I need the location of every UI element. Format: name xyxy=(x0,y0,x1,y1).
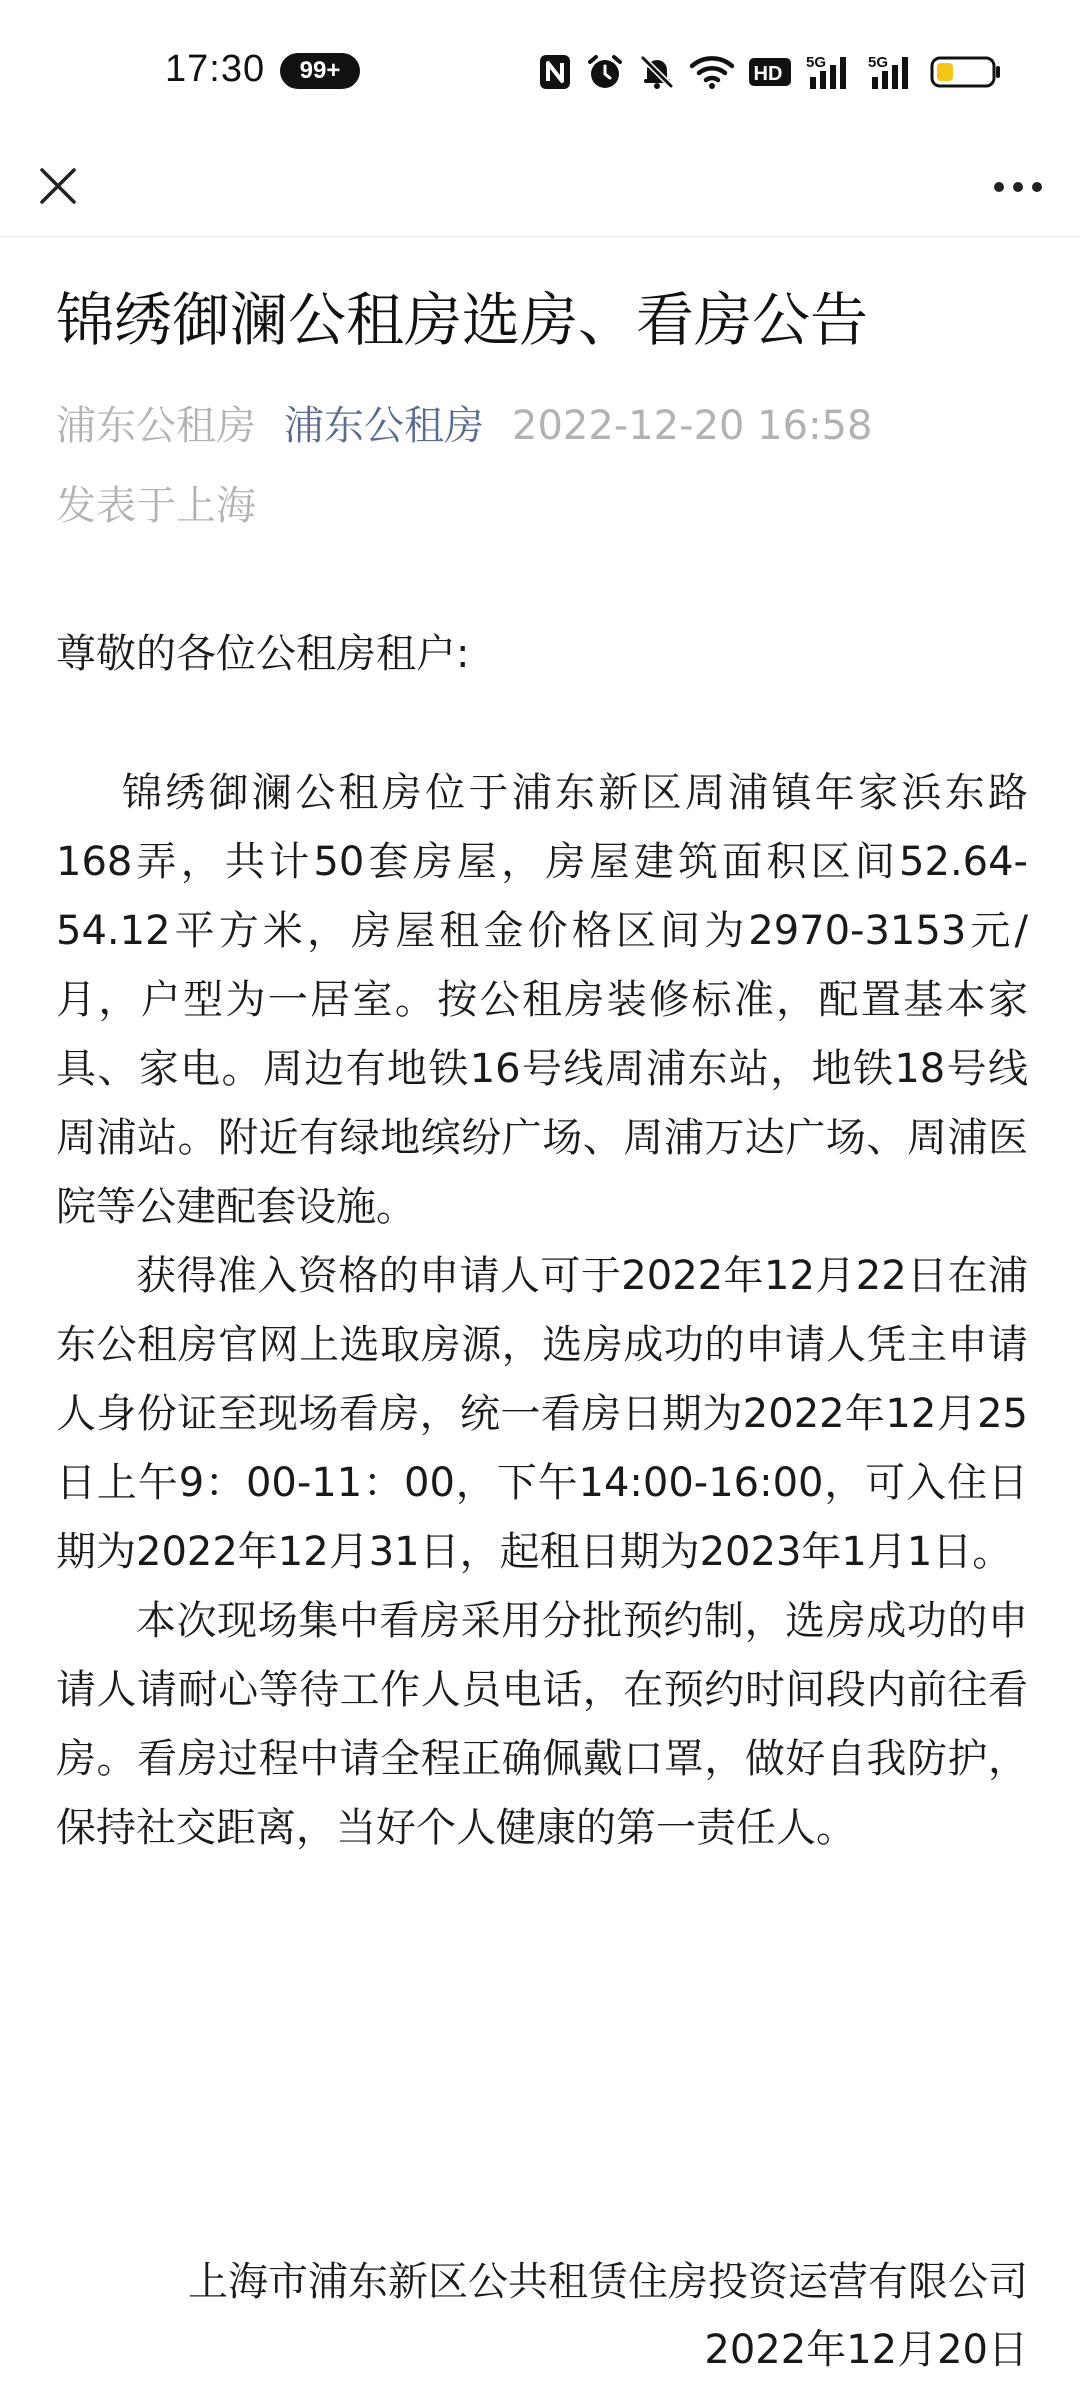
notification-count-badge: 99+ xyxy=(280,53,360,89)
signature-date: 2022年12月20日 xyxy=(704,2327,1028,2373)
cellular-signal-1-icon xyxy=(806,53,854,91)
paragraph-1: 锦绣御澜公租房位于浦东新区周浦镇年家浜东路168弄，共计50套房屋，房屋建筑面积区间52.64-54.12平方米，房屋租金价格区间为2970-3153元/月，户型为一居室。按公租房装修标准，配置基本家具、家电。周边有地铁16号线周浦东站，地铁18号线周浦站。附近有绿地缤纷广场、周浦万达广场、周浦医院等公建配套设施。 xyxy=(56,770,1028,1230)
close-button[interactable] xyxy=(30,160,86,216)
article-meta xyxy=(56,398,1028,454)
paragraph-3: 本次现场集中看房采用分批预约制，选房成功的申请人请耐心等待工作人员电话，在预约时间段内前往看房。看房过程中请全程正确佩戴口罩，做好自我防护，保持社交距离，当好个人健康的第一责任人。 xyxy=(56,1598,1028,1851)
signature-org: 上海市浦东新区公共租赁住房投资运营有限公司 xyxy=(188,2259,1028,2305)
article xyxy=(56,280,1028,1863)
account-link[interactable]: 浦东公租房 xyxy=(284,403,484,449)
signature xyxy=(188,2248,1028,2384)
wifi-icon xyxy=(690,54,734,90)
account-name: 浦东公租房 xyxy=(56,403,256,449)
close-icon xyxy=(38,166,78,210)
battery-icon xyxy=(930,54,1002,90)
more-icon xyxy=(992,179,1044,198)
more-options-button[interactable] xyxy=(986,160,1050,216)
alarm-icon xyxy=(586,53,624,91)
signal-1-label: 5G xyxy=(806,54,827,71)
paragraph-2: 获得准入资格的申请人可于2022年12月22日在浦东公租房官网上选取房源，选房成功的申请人凭主申请人身份证至现场看房，统一看房日期为2022年12月25日上午9：00-11：00，下午14:00-16:00，可入住日期为2022年12月31日，起租日期为2023年1月1日。 xyxy=(56,1253,1028,1575)
publish-location: 发表于上海 xyxy=(56,483,256,529)
mute-bell-icon xyxy=(638,53,676,91)
status-icons xyxy=(538,50,1002,94)
hd-label: HD xyxy=(753,63,783,85)
top-nav-bar xyxy=(0,140,1080,237)
publish-time: 2022-12-20 16:58 xyxy=(512,403,873,449)
hd-voice-icon xyxy=(748,56,792,88)
article-body xyxy=(56,624,1028,1863)
cellular-signal-2-icon xyxy=(868,53,916,91)
status-time: 17:30 xyxy=(165,48,266,90)
article-title: 锦绣御澜公租房选房、看房公告 xyxy=(56,286,869,354)
status-bar xyxy=(0,0,1080,140)
greeting: 尊敬的各位公租房租户: xyxy=(56,631,470,677)
nfc-icon xyxy=(538,53,572,91)
signal-2-label: 5G xyxy=(868,54,889,71)
